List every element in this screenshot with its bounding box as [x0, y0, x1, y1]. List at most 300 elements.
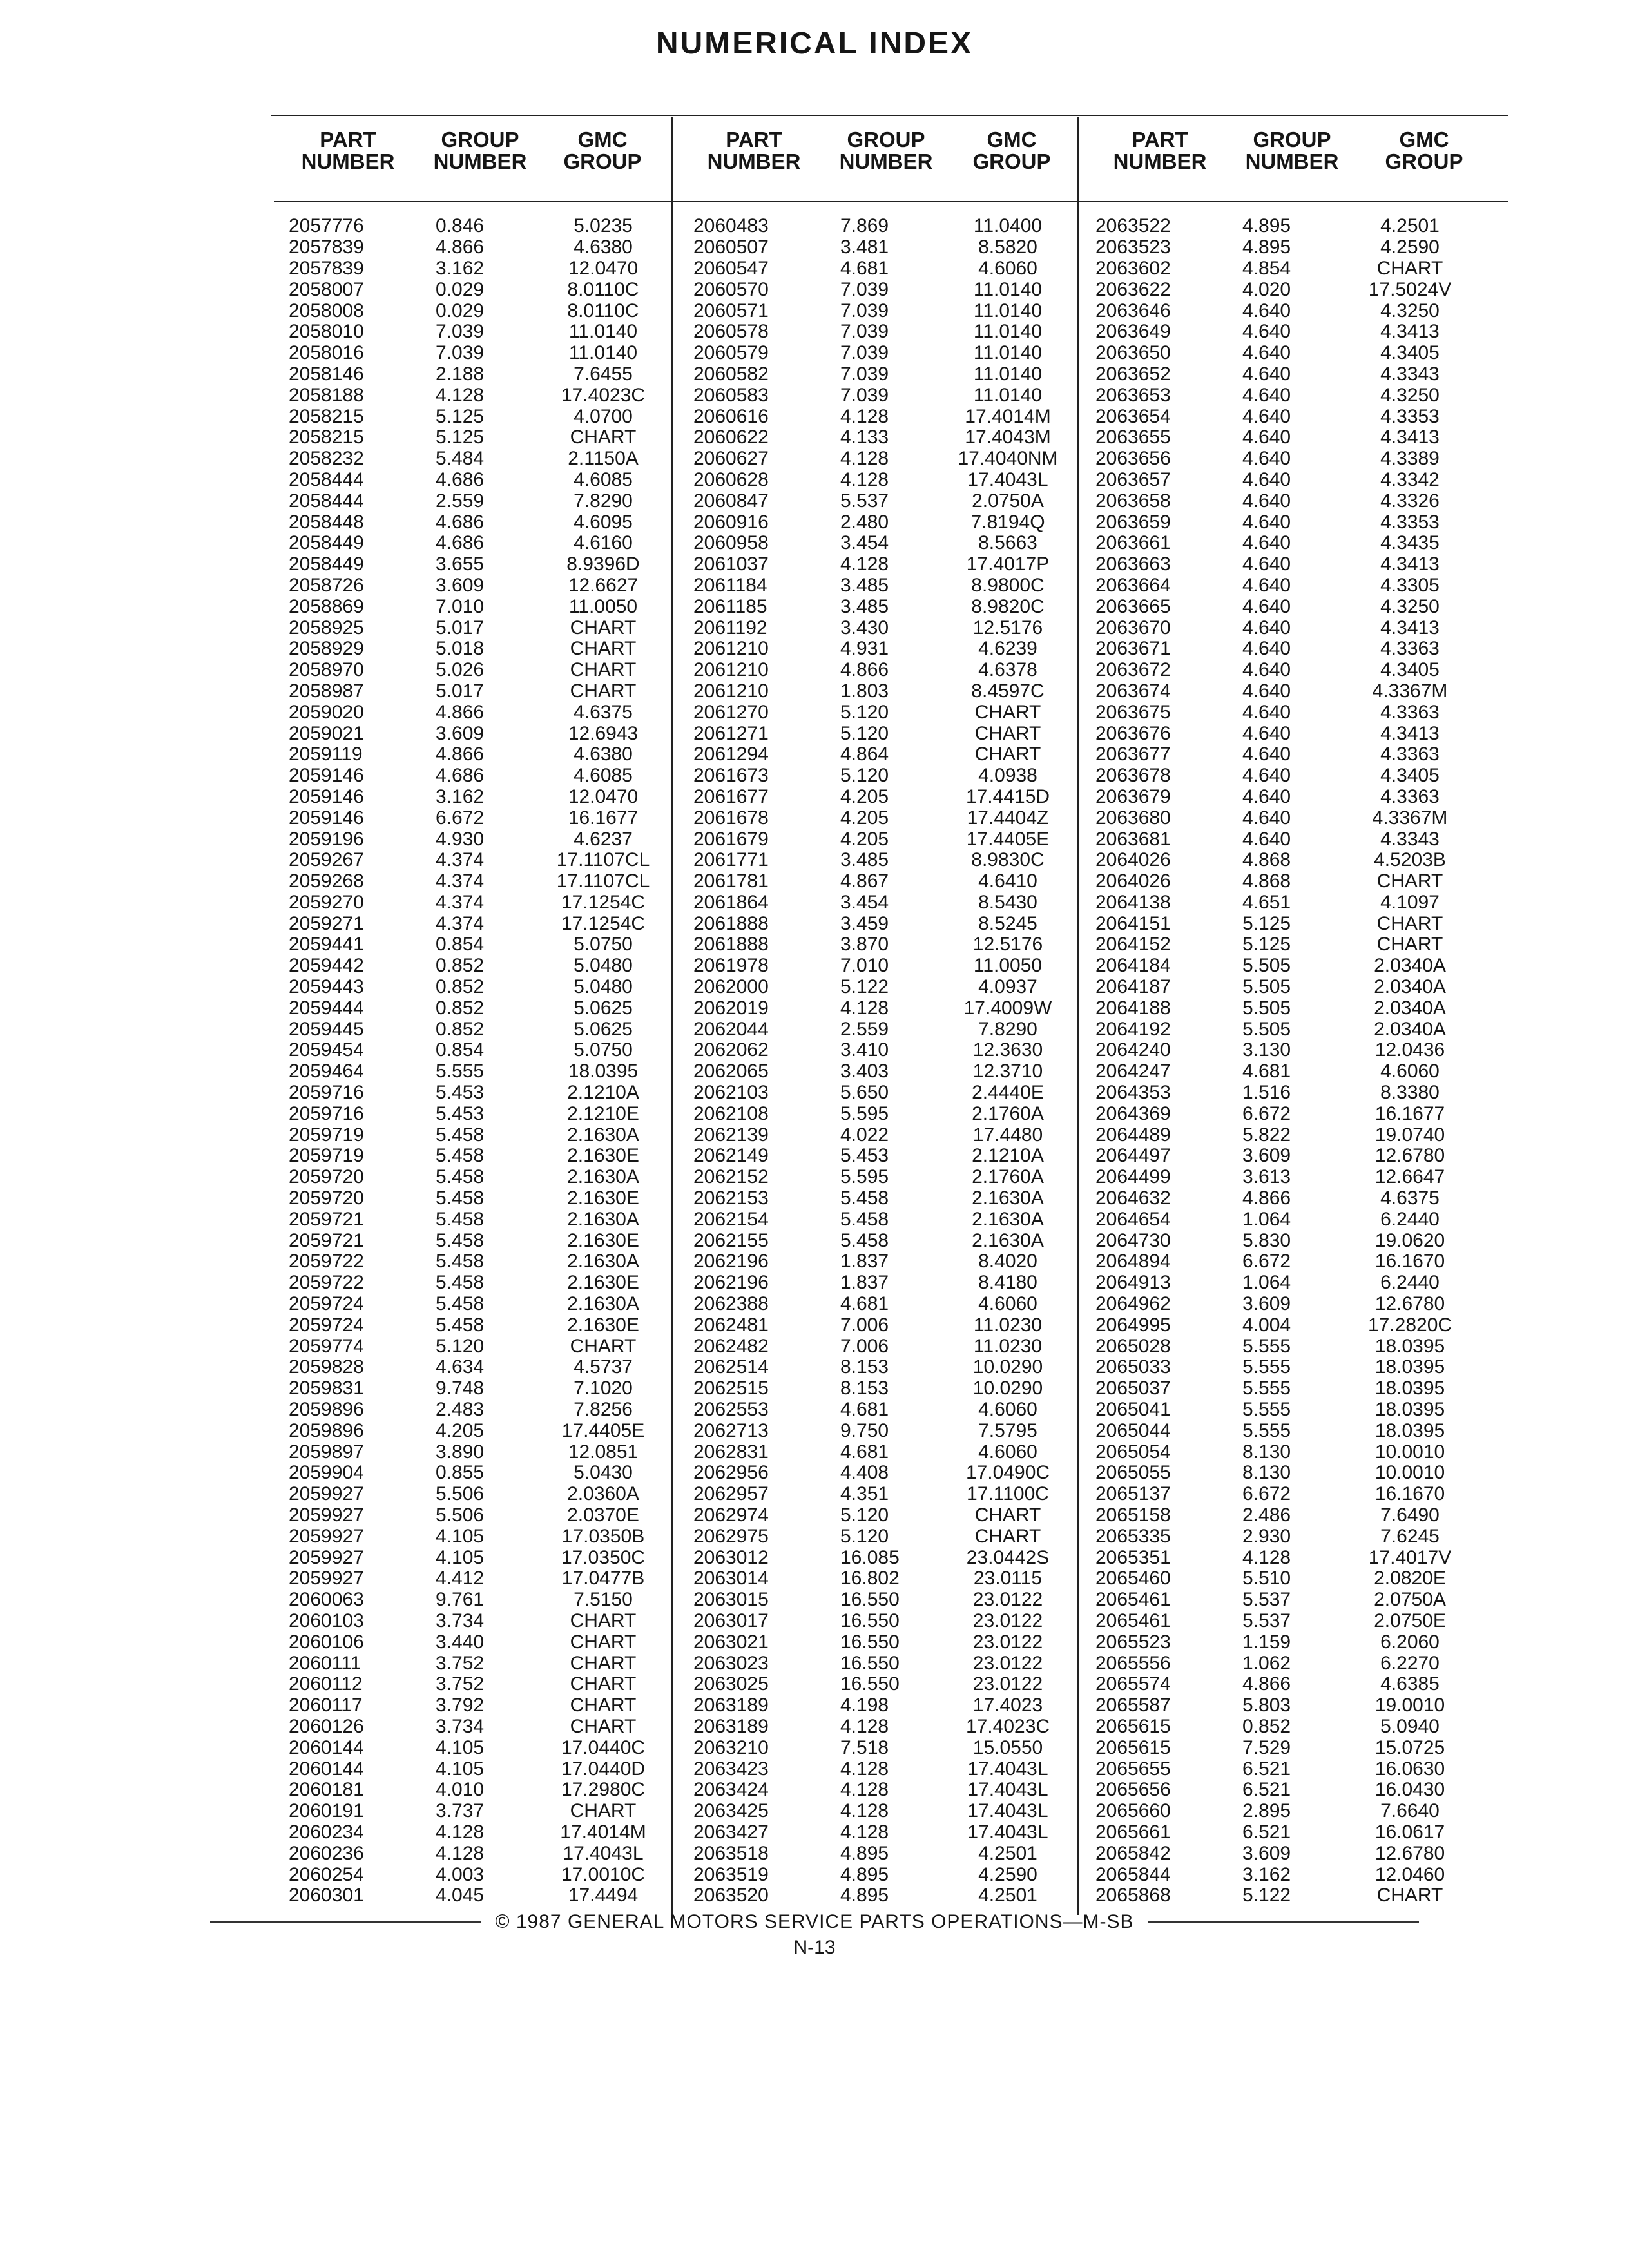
group-number-cell: 4.128 — [840, 1758, 889, 1780]
part-number-cell: 2065660 — [1095, 1800, 1171, 1822]
part-number-cell: 2059720 — [289, 1187, 364, 1209]
part-number-cell: 2063646 — [1095, 300, 1171, 322]
group-number-cell: 4.681 — [1242, 1061, 1291, 1082]
index-row — [1090, 448, 1481, 470]
group-number-cell: 4.866 — [436, 236, 485, 258]
part-number-cell: 2058444 — [289, 468, 364, 490]
part-number-cell: 2060144 — [289, 1758, 364, 1780]
gmc-group-cell: 17.4017P — [966, 553, 1050, 575]
index-row — [688, 1399, 1079, 1421]
header-group-number: GROUP NUMBER — [1245, 128, 1339, 173]
gmc-group-cell: 4.3305 — [1380, 574, 1440, 596]
gmc-group-cell: 2.0750E — [1374, 1610, 1446, 1631]
index-row — [1090, 681, 1481, 702]
gmc-group-cell: 4.3435 — [1380, 532, 1440, 554]
part-number-cell: 2060112 — [289, 1673, 363, 1695]
index-row — [284, 1631, 674, 1653]
group-number-cell: 3.440 — [436, 1631, 485, 1653]
group-number-cell: 2.930 — [1242, 1525, 1291, 1547]
column-header-1 — [277, 129, 664, 193]
group-number-cell: 16.085 — [840, 1546, 900, 1568]
gmc-group-cell: 4.6385 — [1380, 1673, 1440, 1695]
gmc-group-cell: 4.3353 — [1380, 511, 1440, 533]
part-number-cell: 2060570 — [693, 278, 769, 300]
part-number-cell: 2064152 — [1095, 934, 1171, 956]
index-row — [1090, 1230, 1481, 1251]
part-number-cell: 2058010 — [289, 321, 364, 343]
group-number-cell: 5.125 — [1242, 912, 1291, 934]
group-number-cell: 5.120 — [840, 1525, 889, 1547]
part-number-cell: 2063189 — [693, 1715, 769, 1737]
part-number-cell: 2064654 — [1095, 1208, 1171, 1230]
gmc-group-cell: 17.4404Z — [967, 807, 1049, 829]
part-number-cell: 2059721 — [289, 1229, 364, 1251]
group-number-cell: 3.609 — [1242, 1842, 1291, 1864]
gmc-group-cell: CHART — [570, 659, 637, 681]
group-number-cell: 5.555 — [1242, 1356, 1291, 1378]
gmc-group-cell: CHART — [570, 617, 637, 639]
gmc-group-cell: 16.0430 — [1374, 1779, 1445, 1801]
part-number-cell: 2064913 — [1095, 1272, 1171, 1294]
index-row — [688, 1124, 1079, 1146]
gmc-group-cell: 17.4415D — [965, 785, 1050, 807]
group-number-cell: 2.483 — [436, 1399, 485, 1421]
gmc-group-cell: 8.3380 — [1380, 1082, 1440, 1104]
gmc-group-cell: 11.0140 — [973, 278, 1043, 300]
part-number-cell: 2057839 — [289, 257, 364, 279]
column-header-2 — [683, 129, 1076, 193]
part-number-cell: 2063681 — [1095, 828, 1171, 850]
index-row — [688, 892, 1079, 914]
part-number-cell: 2063672 — [1095, 659, 1171, 681]
index-row — [1090, 850, 1481, 871]
index-row — [284, 1230, 674, 1251]
gmc-group-cell: 8.5820 — [978, 236, 1037, 258]
part-number-cell: 2062019 — [693, 997, 769, 1019]
gmc-group-cell: 4.3343 — [1380, 363, 1440, 385]
gmc-group-cell: 12.0470 — [568, 785, 639, 807]
part-number-cell: 2063664 — [1095, 574, 1171, 596]
index-row — [1090, 1674, 1481, 1695]
gmc-group-cell: 4.3250 — [1380, 384, 1440, 406]
gmc-group-cell: 19.0620 — [1374, 1229, 1445, 1251]
part-number-cell: 2059444 — [289, 997, 364, 1019]
index-row — [284, 1758, 674, 1780]
gmc-group-cell: 11.0140 — [568, 321, 638, 343]
part-number-cell: 2059927 — [289, 1525, 364, 1547]
index-row — [1090, 490, 1481, 512]
group-number-cell: 3.485 — [840, 574, 889, 596]
part-number-cell: 2058726 — [289, 574, 364, 596]
gmc-group-cell: 17.4014M — [560, 1821, 646, 1843]
gmc-group-cell: 2.0340A — [1374, 955, 1446, 977]
group-number-cell: 5.650 — [840, 1082, 889, 1104]
group-number-cell: 4.128 — [840, 553, 889, 575]
group-number-cell: 4.640 — [1242, 405, 1291, 427]
group-number-cell: 4.128 — [840, 468, 889, 490]
group-number-cell: 3.655 — [436, 553, 485, 575]
gmc-group-cell: 4.6085 — [574, 468, 633, 490]
gmc-group-cell: 2.1210A — [972, 1145, 1044, 1167]
gmc-group-cell: 2.1630A — [567, 1166, 639, 1188]
index-row — [284, 1463, 674, 1484]
group-number-cell: 7.006 — [840, 1314, 889, 1336]
index-row — [1090, 1737, 1481, 1758]
index-row — [284, 956, 674, 977]
index-row — [1090, 639, 1481, 660]
part-number-cell: 2060111 — [289, 1652, 361, 1674]
group-number-cell: 6.521 — [1242, 1758, 1291, 1780]
header-gmc-group: GMC GROUP — [1385, 128, 1463, 173]
index-row — [1090, 258, 1481, 280]
group-number-cell: 5.458 — [840, 1229, 889, 1251]
part-number-cell: 2058008 — [289, 300, 364, 322]
gmc-group-cell: 4.3250 — [1380, 595, 1440, 617]
gmc-group-cell: 5.0625 — [574, 1018, 633, 1040]
part-number-cell: 2064369 — [1095, 1102, 1171, 1124]
part-number-cell: 2061888 — [693, 934, 769, 956]
gmc-group-cell: 4.6239 — [978, 638, 1037, 660]
group-number-cell: 3.609 — [436, 722, 485, 744]
group-number-cell: 6.672 — [1242, 1102, 1291, 1124]
index-row — [688, 237, 1079, 258]
index-row — [1090, 617, 1481, 639]
group-number-cell: 3.130 — [1242, 1039, 1291, 1061]
group-number-cell: 2.486 — [1242, 1504, 1291, 1526]
group-number-cell: 5.595 — [840, 1102, 889, 1124]
gmc-group-cell: 6.2440 — [1380, 1272, 1440, 1294]
index-row — [1090, 977, 1481, 998]
group-number-cell: 4.640 — [1242, 765, 1291, 787]
group-number-cell: 3.162 — [436, 785, 485, 807]
gmc-group-cell: 4.3413 — [1380, 553, 1440, 575]
group-number-cell: 6.672 — [1242, 1251, 1291, 1273]
group-number-cell: 4.640 — [1242, 701, 1291, 723]
gmc-group-cell: 7.8256 — [574, 1399, 633, 1421]
group-number-cell: 7.039 — [436, 342, 485, 364]
index-row — [284, 829, 674, 850]
gmc-group-cell: 7.6455 — [574, 363, 633, 385]
gmc-group-cell: 16.1677 — [568, 807, 639, 829]
index-row — [1090, 1505, 1481, 1526]
header-group-number: GROUP NUMBER — [839, 128, 933, 173]
part-number-cell: 2065615 — [1095, 1736, 1171, 1758]
gmc-group-cell: 23.0442S — [966, 1546, 1050, 1568]
index-row — [1090, 1695, 1481, 1716]
index-row — [284, 997, 674, 1019]
part-number-cell: 2059722 — [289, 1272, 364, 1294]
index-row — [1090, 575, 1481, 597]
index-row — [688, 1590, 1079, 1611]
part-number-cell: 2065028 — [1095, 1335, 1171, 1357]
part-number-cell: 2064026 — [1095, 870, 1171, 892]
gmc-group-cell: 5.0480 — [574, 976, 633, 998]
part-number-cell: 2065037 — [1095, 1378, 1171, 1399]
group-number-cell: 16.550 — [840, 1589, 900, 1611]
gmc-group-cell: 8.9800C — [971, 574, 1045, 596]
index-row — [1090, 934, 1481, 956]
index-row — [1090, 533, 1481, 554]
index-row — [1090, 702, 1481, 723]
gmc-group-cell: 11.0140 — [973, 321, 1043, 343]
gmc-group-cell: CHART — [974, 1504, 1041, 1526]
group-number-cell: 5.537 — [1242, 1589, 1291, 1611]
group-number-cell: 5.453 — [840, 1145, 889, 1167]
group-number-cell: 5.458 — [436, 1187, 485, 1209]
part-number-cell: 2062388 — [693, 1293, 769, 1315]
group-number-cell: 4.010 — [436, 1779, 485, 1801]
group-number-cell: 3.162 — [436, 257, 485, 279]
index-row — [688, 807, 1079, 829]
header-part-number: PART NUMBER — [707, 128, 801, 173]
part-number-cell: 2064184 — [1095, 955, 1171, 977]
part-number-cell: 2059716 — [289, 1102, 364, 1124]
index-row — [1090, 596, 1481, 617]
group-number-cell: 5.458 — [436, 1251, 485, 1273]
gmc-group-cell: 4.3363 — [1380, 744, 1440, 765]
part-number-cell: 2058449 — [289, 532, 364, 554]
gmc-group-cell: 4.5203B — [1374, 849, 1446, 871]
group-number-cell: 7.010 — [840, 955, 889, 977]
index-row — [284, 1103, 674, 1124]
part-number-cell: 2062044 — [693, 1018, 769, 1040]
gmc-group-cell: 4.3389 — [1380, 448, 1440, 470]
gmc-group-cell: 17.4009W — [963, 997, 1052, 1019]
gmc-group-cell: 2.1630A — [567, 1293, 639, 1315]
part-number-cell: 2059196 — [289, 828, 364, 850]
group-number-cell: 7.039 — [840, 342, 889, 364]
group-number-cell: 4.866 — [436, 701, 485, 723]
group-number-cell: 0.852 — [436, 997, 485, 1019]
index-row — [284, 1737, 674, 1758]
group-number-cell: 0.852 — [436, 1018, 485, 1040]
part-number-cell: 2063661 — [1095, 532, 1171, 554]
gmc-group-cell: CHART — [570, 1715, 637, 1737]
part-number-cell: 2058987 — [289, 680, 364, 702]
part-number-cell: 2062957 — [693, 1483, 769, 1505]
group-number-cell: 7.039 — [840, 363, 889, 385]
index-row — [1090, 1061, 1481, 1082]
gmc-group-cell: 18.0395 — [1374, 1356, 1445, 1378]
index-row — [1090, 1273, 1481, 1294]
group-number-cell: 4.128 — [840, 405, 889, 427]
gmc-group-cell: 17.4043L — [967, 468, 1048, 490]
part-number-cell: 2063677 — [1095, 744, 1171, 765]
part-number-cell: 2063520 — [693, 1885, 769, 1907]
part-number-cell: 2064192 — [1095, 1018, 1171, 1040]
index-row — [1090, 723, 1481, 744]
part-number-cell: 2060126 — [289, 1715, 364, 1737]
group-number-cell: 2.895 — [1242, 1800, 1291, 1822]
index-row — [284, 1336, 674, 1357]
gmc-group-cell: 2.0360A — [567, 1483, 639, 1505]
group-number-cell: 4.022 — [840, 1124, 889, 1146]
gmc-group-cell: 2.4440E — [972, 1082, 1044, 1104]
group-number-cell: 8.130 — [1242, 1441, 1291, 1463]
group-number-cell: 4.640 — [1242, 321, 1291, 343]
gmc-group-cell: 17.4017V — [1368, 1546, 1452, 1568]
part-number-cell: 2060191 — [289, 1800, 364, 1822]
group-number-cell: 5.458 — [436, 1166, 485, 1188]
index-row — [284, 850, 674, 871]
index-row — [1090, 829, 1481, 850]
index-row — [688, 533, 1079, 554]
group-number-cell: 3.481 — [840, 236, 889, 258]
group-number-cell: 2.559 — [840, 1018, 889, 1040]
index-row — [688, 1441, 1079, 1463]
part-number-cell: 2061677 — [693, 785, 769, 807]
gmc-group-cell: 4.3367M — [1372, 680, 1448, 702]
part-number-cell: 2059441 — [289, 934, 364, 956]
part-number-cell: 2064489 — [1095, 1124, 1171, 1146]
part-number-cell: 2060483 — [693, 215, 769, 237]
part-number-cell: 2060117 — [289, 1695, 363, 1716]
index-row — [688, 1822, 1079, 1843]
group-number-cell: 5.120 — [840, 1504, 889, 1526]
index-row — [1090, 1420, 1481, 1441]
group-number-cell: 4.128 — [436, 1821, 485, 1843]
index-row — [688, 1780, 1079, 1801]
group-number-cell: 5.803 — [1242, 1695, 1291, 1716]
gmc-group-cell: 12.3630 — [972, 1039, 1043, 1061]
group-number-cell: 5.458 — [436, 1272, 485, 1294]
index-row — [1090, 1399, 1481, 1421]
group-number-cell: 3.870 — [840, 934, 889, 956]
group-number-cell: 4.128 — [840, 448, 889, 470]
index-row — [688, 1188, 1079, 1209]
part-number-cell: 2065574 — [1095, 1673, 1171, 1695]
gmc-group-cell: 2.1760A — [972, 1166, 1044, 1188]
gmc-group-cell: 17.1254C — [561, 912, 646, 934]
gmc-group-cell: 18.0395 — [1374, 1399, 1445, 1421]
index-row — [1090, 237, 1481, 258]
index-row — [688, 1103, 1079, 1124]
gmc-group-cell: 4.6060 — [1380, 1061, 1440, 1082]
gmc-group-cell: 4.2590 — [1380, 236, 1440, 258]
index-row — [688, 1653, 1079, 1674]
gmc-group-cell: 2.1630E — [567, 1314, 639, 1336]
part-number-cell: 2059927 — [289, 1483, 364, 1505]
group-number-cell: 5.555 — [1242, 1399, 1291, 1421]
index-row — [688, 1357, 1079, 1378]
part-number-cell: 2057776 — [289, 215, 364, 237]
gmc-group-cell: 10.0290 — [972, 1356, 1043, 1378]
group-number-cell: 9.761 — [436, 1589, 485, 1611]
index-row — [284, 322, 674, 343]
group-number-cell: 5.458 — [436, 1293, 485, 1315]
index-row — [688, 448, 1079, 470]
group-number-cell: 1.837 — [840, 1251, 889, 1273]
group-number-cell: 6.521 — [1242, 1779, 1291, 1801]
part-number-cell: 2061037 — [693, 553, 769, 575]
gmc-group-cell: 4.0938 — [978, 765, 1037, 787]
group-number-cell: 5.505 — [1242, 976, 1291, 998]
index-row — [1090, 1251, 1481, 1273]
gmc-group-cell: 2.1630A — [567, 1124, 639, 1146]
part-number-cell: 2059896 — [289, 1399, 364, 1421]
index-row — [1090, 1146, 1481, 1167]
gmc-group-cell: 4.3326 — [1380, 490, 1440, 512]
gmc-group-cell: 4.6410 — [978, 870, 1037, 892]
group-number-cell: 4.640 — [1242, 595, 1291, 617]
part-number-cell: 2062196 — [693, 1251, 769, 1273]
part-number-cell: 2058444 — [289, 490, 364, 512]
index-row — [284, 343, 674, 364]
index-column-2 — [688, 216, 1079, 1907]
part-number-cell: 2062103 — [693, 1082, 769, 1104]
part-number-cell: 2060181 — [289, 1779, 364, 1801]
part-number-cell: 2059724 — [289, 1293, 364, 1315]
gmc-group-cell: 7.6245 — [1380, 1525, 1440, 1547]
part-number-cell: 2062065 — [693, 1061, 769, 1082]
gmc-group-cell: 6.2440 — [1380, 1208, 1440, 1230]
group-number-cell: 4.205 — [436, 1419, 485, 1441]
gmc-group-cell: 17.0350B — [561, 1525, 645, 1547]
group-number-cell: 3.410 — [840, 1039, 889, 1061]
gmc-group-cell: 16.1677 — [1374, 1102, 1445, 1124]
group-number-cell: 4.640 — [1242, 638, 1291, 660]
index-row — [1090, 871, 1481, 892]
group-number-cell: 4.640 — [1242, 384, 1291, 406]
gmc-group-cell: 17.2820C — [1367, 1314, 1452, 1336]
part-number-cell: 2062514 — [693, 1356, 769, 1378]
part-number-cell: 2065656 — [1095, 1779, 1171, 1801]
part-number-cell: 2064138 — [1095, 891, 1171, 913]
index-row — [688, 1463, 1079, 1484]
index-row — [688, 385, 1079, 406]
index-row — [1090, 1314, 1481, 1336]
part-number-cell: 2065054 — [1095, 1441, 1171, 1463]
part-number-cell: 2059831 — [289, 1378, 364, 1399]
group-number-cell: 4.640 — [1242, 468, 1291, 490]
index-row — [284, 1188, 674, 1209]
index-row — [284, 575, 674, 597]
part-number-cell: 2061864 — [693, 891, 769, 913]
gmc-group-cell: 4.2501 — [978, 1842, 1037, 1864]
gmc-group-cell: 11.0400 — [973, 215, 1043, 237]
index-row — [284, 427, 674, 448]
index-row — [1090, 892, 1481, 914]
gmc-group-cell: 4.1097 — [1380, 891, 1440, 913]
gmc-group-cell: 8.5245 — [978, 912, 1037, 934]
gmc-group-cell: 2.0340A — [1374, 976, 1446, 998]
part-number-cell: 2063210 — [693, 1736, 769, 1758]
part-number-cell: 2062149 — [693, 1145, 769, 1167]
part-number-cell: 2060571 — [693, 300, 769, 322]
gmc-group-cell: 23.0122 — [972, 1610, 1043, 1631]
gmc-group-cell: 18.0395 — [568, 1061, 639, 1082]
gmc-group-cell: 4.6060 — [978, 1399, 1037, 1421]
group-number-cell: 0.029 — [436, 300, 485, 322]
index-row — [688, 1526, 1079, 1547]
part-number-cell: 2061673 — [693, 765, 769, 787]
part-number-cell: 2063649 — [1095, 321, 1171, 343]
part-number-cell: 2059146 — [289, 807, 364, 829]
index-row — [688, 1378, 1079, 1399]
group-number-cell: 4.930 — [436, 828, 485, 850]
gmc-group-cell: 10.0290 — [972, 1378, 1043, 1399]
part-number-cell: 2059271 — [289, 912, 364, 934]
group-number-cell: 4.133 — [840, 427, 889, 448]
part-number-cell: 2059146 — [289, 765, 364, 787]
index-row — [688, 787, 1079, 808]
group-number-cell: 4.640 — [1242, 427, 1291, 448]
group-number-cell: 3.737 — [436, 1800, 485, 1822]
part-number-cell: 2063671 — [1095, 638, 1171, 660]
part-number-cell: 2059896 — [289, 1419, 364, 1441]
group-number-cell: 5.510 — [1242, 1568, 1291, 1590]
group-number-cell: 4.866 — [436, 744, 485, 765]
